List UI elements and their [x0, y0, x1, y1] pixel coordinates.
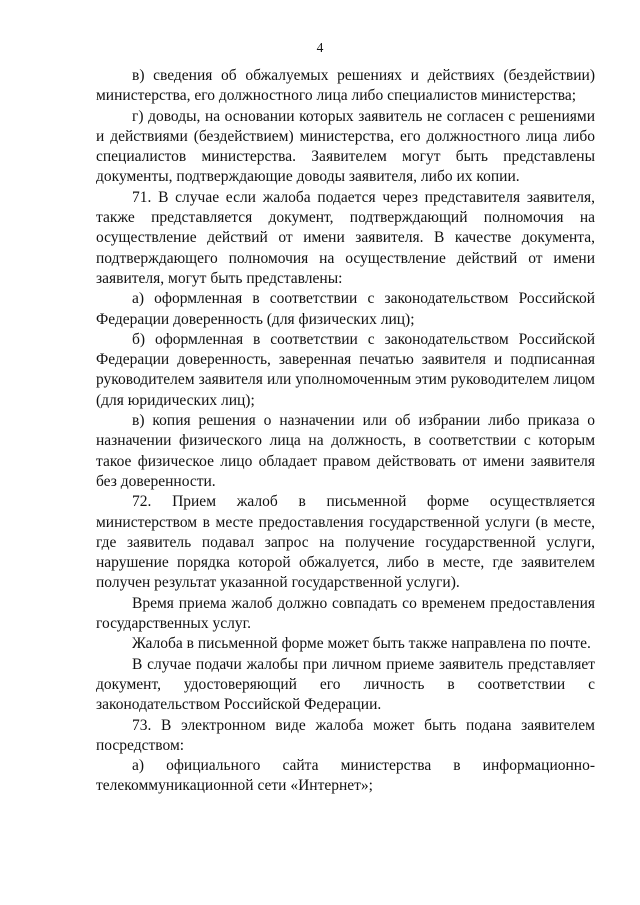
document-body	[96, 66, 595, 797]
paragraph-clause-71: 71. В случае если жалоба подается через представителя заявителя, также представляется документ, подтверждающий полномочия на осуществление действий от имени заявителя. В качестве документа, подтверждающего полномочия на осуществление действий от имени заявителя, могут быть представлены:	[96, 188, 595, 287]
paragraph-item-v: в) сведения об обжалуемых решениях и действиях (бездействии) министерства, его должностного лица либо специалистов министерства;	[96, 67, 595, 105]
paragraph-clause-72: 72. Прием жалоб в письменной форме осуществляется министерством в месте предоставления государственной услуги (в месте, где заявитель подавал запрос на получение государственной услуги, нарушение порядка которой обжалуется, либо в месте, где заявителем получен результат указанной государственной услуги).	[96, 493, 595, 592]
paragraph-item-a-power-of-attorney: а) оформленная в соответствии с законодательством Российской Федерации доверенность (для физических лиц);	[96, 290, 595, 328]
paragraph-reception-time: Время приема жалоб должно совпадать со временем предоставления государственных услуг.	[96, 594, 595, 633]
paragraph-item-a-website: а) официального сайта министерства в информационно-телекоммуникационной сети «Интернет»;	[96, 757, 595, 795]
paragraph-item-b-power-of-attorney: б) оформленная в соответствии с законодательством Российской Федерации доверенность, заверенная печатью заявителя и подписанная руководителем заявителя или уполномоченным этим руководителем лицом (для юридических лиц);	[96, 330, 595, 409]
page-number: 4	[316, 40, 324, 55]
paragraph-personal-reception: В случае подачи жалобы при личном приеме заявитель представляет документ, удостоверяющий его личность в соответствии с законодательством Российской Федерации.	[96, 655, 595, 714]
paragraph-item-v-decision-copy: в) копия решения о назначении или об избрании либо приказа о назначении физического лица на должность, в соответствии с которым такое физическое лицо обладает правом действовать от имени заявителя без доверенности.	[96, 412, 595, 490]
paragraph-item-g: г) доводы, на основании которых заявитель не согласен с решениями и действиями (бездействием) министерства, его должностного лица либо специалистов министерства. Заявителем могут быть представлены документы, подтверждающие доводы заявителя, либо их копии.	[96, 107, 595, 186]
paragraph-clause-73: 73. В электронном виде жалоба может быть подана заявителем посредством:	[96, 716, 595, 754]
paragraph-by-mail: Жалоба в письменной форме может быть также направлена по почте.	[132, 635, 591, 653]
